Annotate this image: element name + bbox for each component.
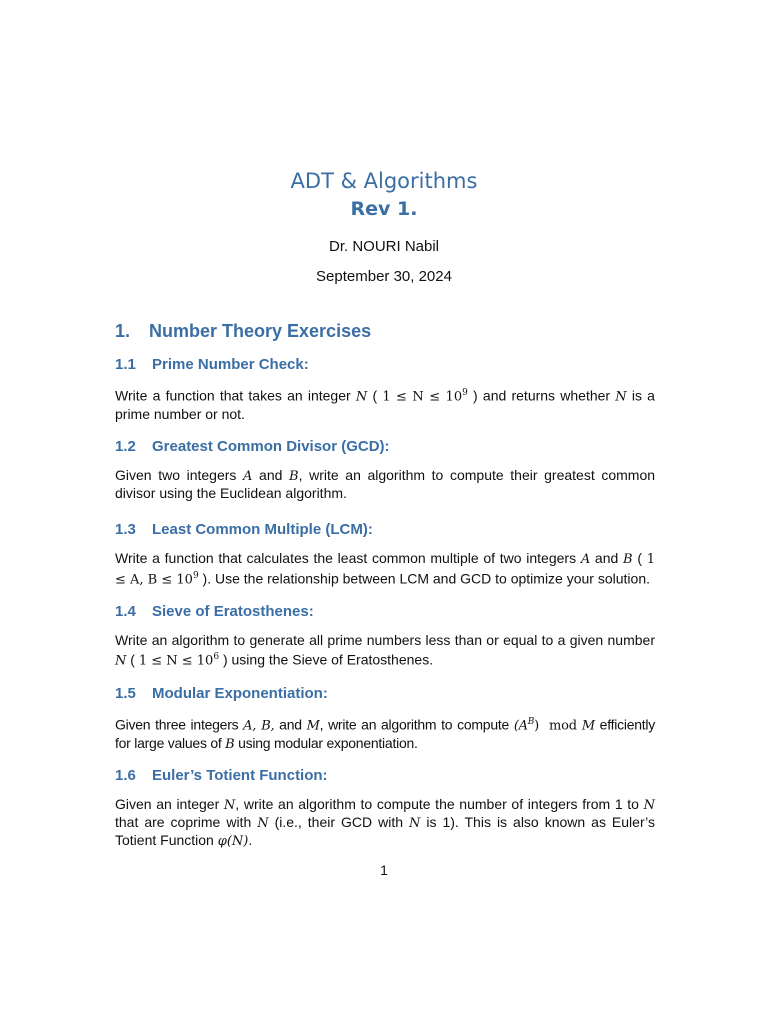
math-run: (A <box>513 718 528 734</box>
subsection-text <box>115 632 655 670</box>
math-run: ) <box>534 718 539 734</box>
math-run: φ(N) <box>217 834 249 849</box>
math-run: A, B, <box>243 718 275 734</box>
math-run: N <box>643 798 655 813</box>
math-run: M <box>581 718 595 734</box>
subsection-title: Sieve of Eratosthenes: <box>152 603 314 620</box>
math-run: 1 ≤ N ≤ 10 <box>138 653 214 669</box>
subsection-number: 1.1 <box>115 356 136 373</box>
subsection-heading <box>115 767 655 785</box>
subsection-prime-check <box>115 356 655 423</box>
subsection-heading <box>115 438 655 456</box>
text-run: (i.e., their GCD with <box>268 814 409 830</box>
math-run: M <box>306 718 320 734</box>
subsection-number: 1.2 <box>115 438 136 455</box>
document-subtitle: Rev 1. <box>350 198 418 220</box>
text-run: , write an algorithm to compute <box>319 716 514 733</box>
text-run: is 1). This is also known as Euler’s Totient Function <box>115 814 655 848</box>
text-run: , write an algorithm to compute their greatest common divisor using the Euclidean algorithm. <box>115 467 656 501</box>
math-run: N <box>615 389 627 405</box>
subsection-totient <box>115 767 655 850</box>
math-run: B <box>623 552 633 567</box>
math-run: N <box>408 816 421 831</box>
page-number: 1 <box>380 862 388 878</box>
subsection-title: Modular Exponentiation: <box>152 685 328 702</box>
text-run: Given three integers <box>115 716 244 733</box>
math-run: B <box>289 469 299 484</box>
text-run: ) using the Sieve of Eratosthenes. <box>219 651 434 668</box>
text-run: Given an integer <box>115 796 224 812</box>
math-run: A <box>580 552 591 567</box>
section-title: Number Theory Exercises <box>149 321 372 341</box>
text-run: ( <box>632 550 647 566</box>
subsection-heading <box>115 685 655 703</box>
subsection-number: 1.5 <box>115 685 136 702</box>
subsection-sieve <box>115 603 655 670</box>
subsection-heading <box>115 521 655 539</box>
section-number: 1. <box>115 321 131 341</box>
text-run: ( <box>126 651 139 668</box>
subsection-title: Greatest Common Divisor (GCD): <box>152 438 390 455</box>
text-run: Write a function that calculates the least common multiple of two integers <box>115 550 581 566</box>
document-date: September 30, 2024 <box>316 268 452 285</box>
text-run: ) and returns whether <box>467 387 616 404</box>
math-superscript: B <box>527 717 535 727</box>
section-heading <box>115 320 371 342</box>
math-run: 1 ≤ N ≤ 10 <box>382 389 463 405</box>
text-run: and <box>274 716 307 733</box>
subsection-title: Least Common Multiple (LCM): <box>152 521 373 538</box>
subsection-number: 1.4 <box>115 603 136 620</box>
subsection-text <box>115 467 655 502</box>
math-run: 1 ≤ A, B ≤ 10 <box>115 552 655 588</box>
subsection-number: 1.3 <box>115 521 136 538</box>
subsection-heading <box>115 356 655 374</box>
math-superscript: 6 <box>213 652 220 662</box>
text-run: is a prime number or not. <box>115 387 655 422</box>
document-author: Dr. NOURI Nabil <box>328 238 440 255</box>
math-superscript: 9 <box>192 571 199 581</box>
text-run: and <box>590 550 624 566</box>
text-run: efficiently for large values of <box>115 716 656 751</box>
text-run: Write an algorithm to generate all prime numbers less than or equal to a given number <box>115 632 655 648</box>
math-run: B <box>225 736 235 752</box>
subsection-number: 1.6 <box>115 767 136 784</box>
text-run: ( <box>367 387 383 404</box>
math-run: N <box>115 653 127 669</box>
text-run: , write an algorithm to compute the number of integers from 1 to <box>235 796 644 812</box>
subsection-modexp <box>115 685 655 753</box>
document-title: ADT & Algorithms <box>290 169 478 193</box>
subsection-text <box>115 714 655 753</box>
subsection-gcd <box>115 438 655 502</box>
subsection-title: Euler’s Totient Function: <box>152 767 328 784</box>
math-run: A <box>243 469 253 484</box>
math-run: N <box>355 389 368 405</box>
subsection-text <box>115 550 655 589</box>
text-run: Given two integers <box>115 467 244 483</box>
text-run: and <box>252 467 290 483</box>
text-run: . <box>248 832 253 848</box>
text-run: using modular exponentiation. <box>234 734 418 751</box>
subsection-title: Prime Number Check: <box>152 356 309 373</box>
text-run: that are coprime with <box>115 814 258 830</box>
subsection-text <box>115 385 655 423</box>
subsection-lcm <box>115 521 655 589</box>
text-run: Write a function that takes an integer <box>115 387 356 404</box>
math-run: N <box>223 798 236 813</box>
math-run: mod <box>539 718 582 734</box>
math-superscript: 9 <box>462 388 468 398</box>
subsection-heading <box>115 603 655 621</box>
subsection-text <box>115 796 655 850</box>
text-run: ). Use the relationship between LCM and GCD to optimize your solution. <box>198 570 651 587</box>
math-run: N <box>257 816 269 831</box>
